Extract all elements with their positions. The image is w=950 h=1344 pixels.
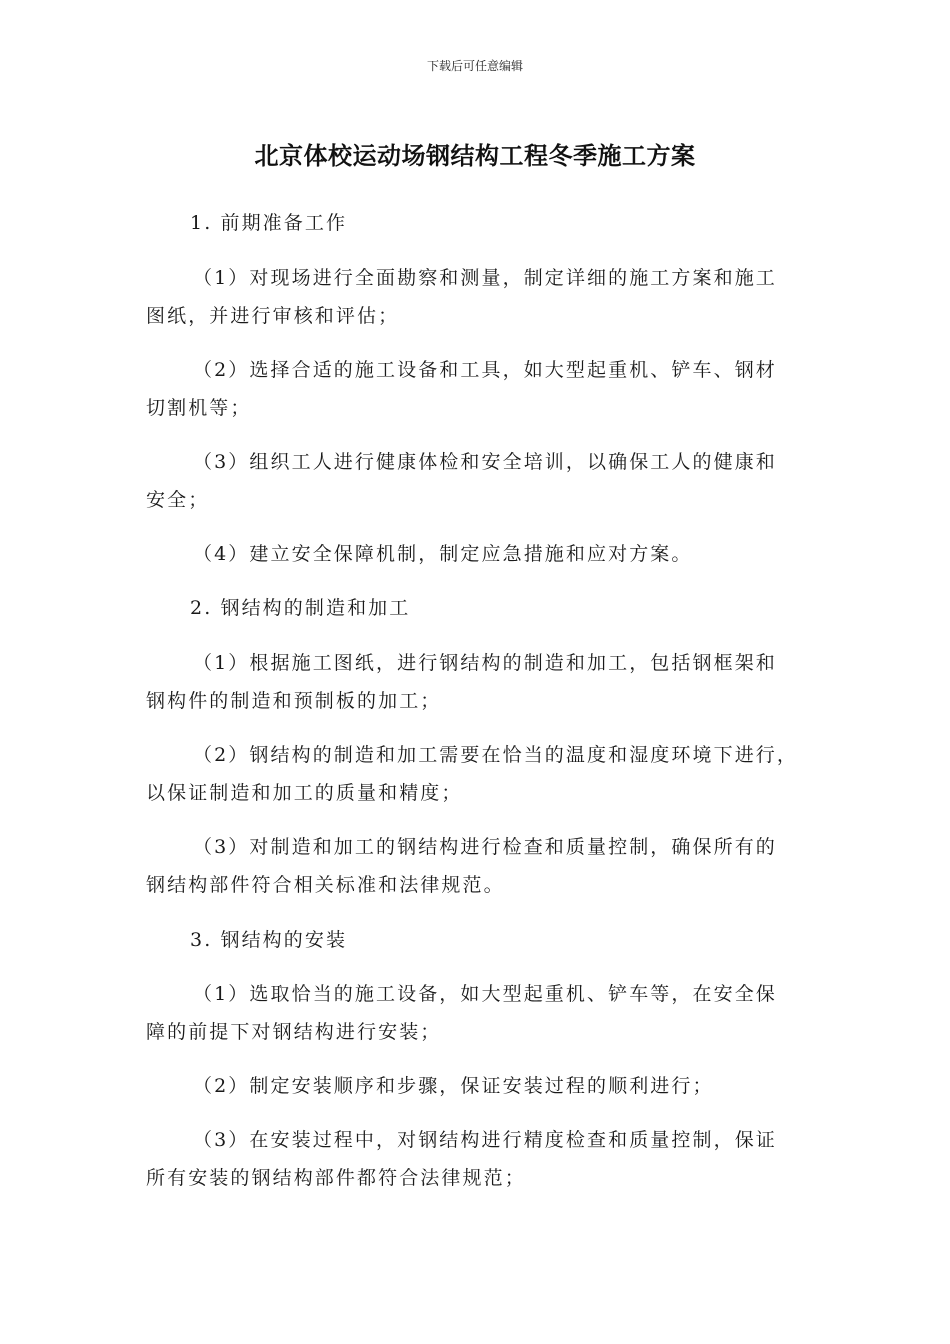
paragraph-line: 以保证制造和加工的质量和精度； [146,782,463,804]
paragraph-line: （3）在安装过程中，对钢结构进行精度检查和质量控制，保证 [193,1129,777,1151]
paragraph-line: （4）建立安全保障机制，制定应急措施和应对方案。 [193,543,693,565]
paragraph-line: 所有安装的钢结构部件都符合法律规范； [146,1167,526,1189]
paragraph-line: （1）根据施工图纸，进行钢结构的制造和加工，包括钢框架和 [193,652,777,674]
paragraph-line: （1）选取恰当的施工设备，如大型起重机、铲车等，在安全保 [193,983,777,1005]
document-title: 北京体校运动场钢结构工程冬季施工方案 [254,142,696,170]
paragraph-line: （2）选择合适的施工设备和工具，如大型起重机、铲车、钢材 [193,359,777,381]
header-note: 下载后可任意编辑 [426,59,523,73]
section-heading-1: 1. 前期准备工作 [190,212,348,234]
paragraph-line: 图纸，并进行审核和评估； [146,305,400,327]
paragraph-line: 钢结构部件符合相关标准和法律规范。 [146,874,505,896]
section-heading-2: 2. 钢结构的制造和加工 [190,597,411,619]
paragraph-line: 障的前提下对钢结构进行安装； [146,1021,442,1043]
paragraph-line: 钢构件的制造和预制板的加工； [146,690,442,712]
paragraph-line: （2）钢结构的制造和加工需要在恰当的温度和湿度环境下进行， [193,744,798,766]
paragraph-line: （3）组织工人进行健康体检和安全培训，以确保工人的健康和 [193,451,777,473]
paragraph-line: （3）对制造和加工的钢结构进行检查和质量控制，确保所有的 [193,836,777,858]
section-heading-3: 3. 钢结构的安装 [190,929,348,951]
paragraph-line: （2）制定安装顺序和步骤，保证安装过程的顺利进行； [193,1075,714,1097]
paragraph-line: （1）对现场进行全面勘察和测量，制定详细的施工方案和施工 [193,267,777,289]
paragraph-line: 安全； [146,489,210,511]
paragraph-line: 切割机等； [146,397,252,419]
